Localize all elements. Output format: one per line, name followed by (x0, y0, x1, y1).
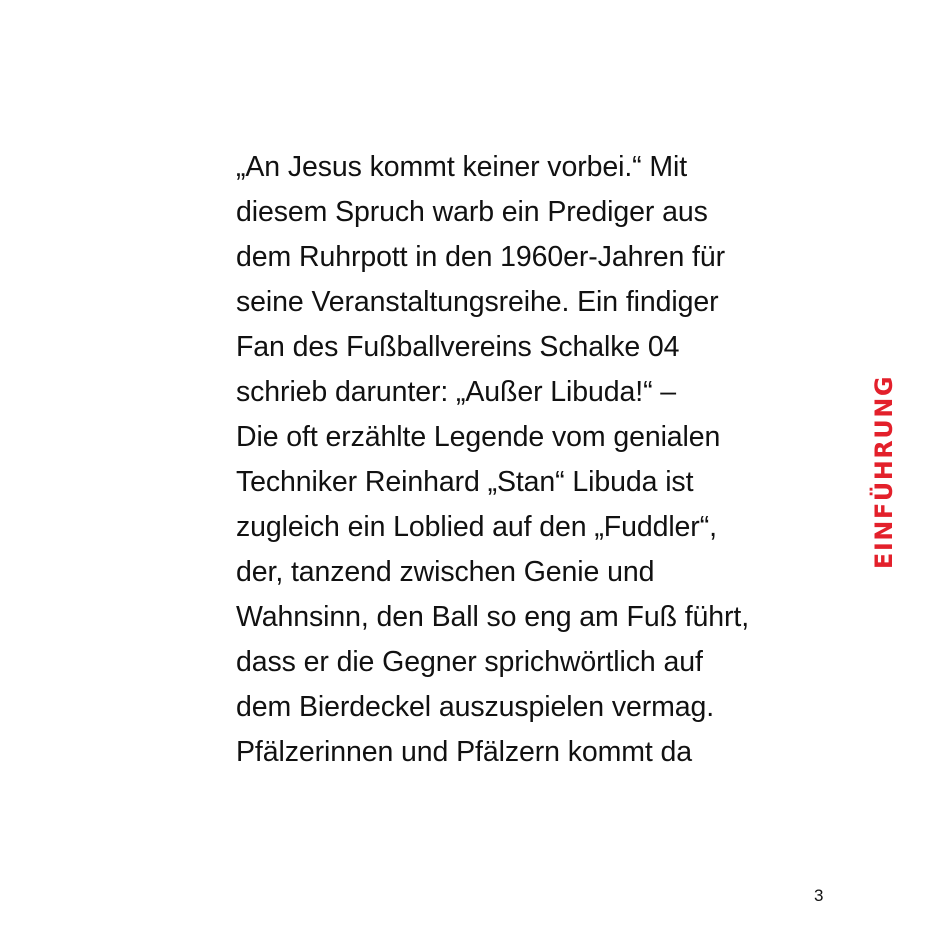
paragraph-line: Die oft erzählte Legende vom genialen (236, 421, 721, 453)
paragraph-line: der, tanzend zwischen Genie und (236, 556, 655, 588)
paragraph-line: seine Veranstaltungsreihe. Ein findiger (236, 286, 719, 318)
paragraph-line: Pfälzerinnen und Pfälzern kommt da (236, 736, 693, 768)
paragraph-line: zugleich ein Loblied auf den „Fuddler“, (236, 511, 717, 543)
paragraph-line: dass er die Gegner sprichwörtlich auf (236, 646, 703, 678)
paragraph-line: schrieb darunter: „Außer Libuda!“ – (236, 376, 677, 408)
section-label: EINFÜHRUNG (870, 374, 898, 570)
paragraph-line: „An Jesus kommt keiner vorbei.“ Mit (236, 151, 688, 183)
paragraph-line: Fan des Fußballvereins Schalke 04 (236, 331, 680, 363)
paragraph-line: diesem Spruch warb ein Prediger aus (236, 196, 708, 228)
intro-paragraph (236, 145, 876, 775)
paragraph-line: Techniker Reinhard „Stan“ Libuda ist (236, 466, 694, 498)
paragraph-line: dem Bierdeckel auszuspielen vermag. (236, 691, 715, 723)
paragraph-line: dem Ruhrpott in den 1960er-Jahren für (236, 241, 726, 273)
page-number: 3 (814, 886, 824, 905)
paragraph-line: Wahnsinn, den Ball so eng am Fuß führt, (236, 601, 750, 633)
